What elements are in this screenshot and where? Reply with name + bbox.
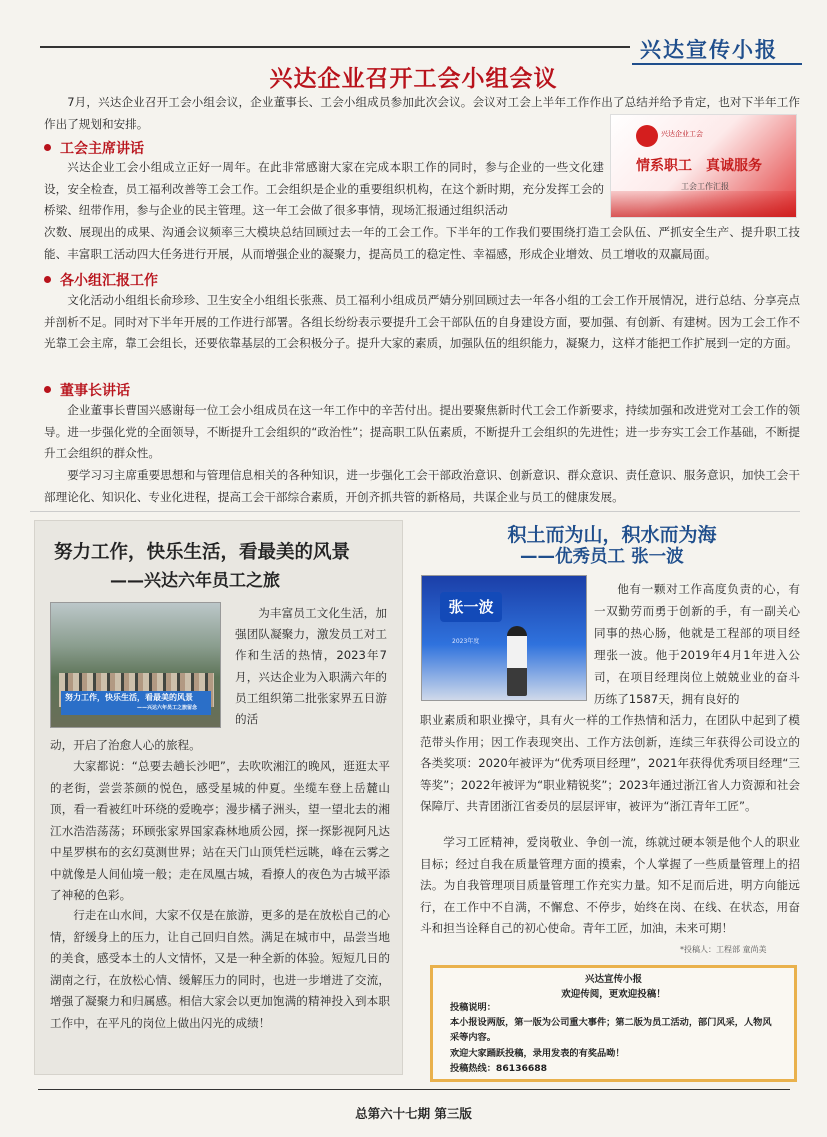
union-banner-image (610, 114, 797, 218)
travel-paragraph-1-tail: 动，开启了治愈人心的旅程。 (50, 738, 201, 752)
section-group-reports-text: 文化活动小组组长俞珍珍、卫生安全小组组长张燕、员工福利小组成员严婧分别回顾过去一年各小组的工会工作开展情况，进行总结、分享亮点并剖析不足。同时对下半年开展的工作进行部署。各组长纷纷表示要提升工会干部队伍的自身建设方面，要加强、有创新、有建树。因为工会工作不光靠工会主席，靠工会组长，还要依靠基层的工会积极分子。提升大家的素质，加强队伍的组织能力，凝聚力，这样才能把工作扩展到一定的方面。 (44, 293, 800, 350)
bottom-rule (38, 1089, 790, 1090)
top-rule (40, 46, 630, 48)
bullet-icon (44, 276, 51, 283)
section-heading-chairman-union: 工会主席讲话 (44, 138, 144, 158)
section-heading-group-reports: 各小组汇报工作 (44, 270, 158, 290)
page-footer: 总第六十七期 第三版 (355, 1106, 472, 1121)
profile-paragraph-1-narrow: 他有一颗对工作高度负责的心，有一双勤劳而勇于创新的手，有一副关心同事的热心肠，他就是工程部的项目经理张一波。他于2019年4月1年进入公司，在项目经理岗位上兢兢业业的奋斗历练了1587天，拥有良好的 (594, 582, 800, 706)
submission-label: 投稿说明： (450, 1002, 496, 1013)
section-chairman-text: 企业董事长曹国兴感谢每一位工会小组成员在这一年工作中的辛苦付出。提出要聚焦新时代工会工作新要求，持续加强和改进党对工会工作的领导。进一步强化党的全面领导，不断提升工会组织的“政治性”；提高职工队伍素质，不断提升工会组织的先进性；进一步夯实工会工作基础，不断提升工会组织的群众性。 (44, 403, 800, 460)
section-divider (30, 511, 800, 512)
profile-paragraph-1-tail: 职业素质和职业操守，具有火一样的工作热情和活力，在团队中起到了模范带头作用；因工作表现突出、工作方法创新，连续三年获得公司设立的各类奖项：2020年被评为“优秀项目经理”，2021年获得优秀项目经理“三等奖”；2022年被评为“职业精锐奖”；2023年通过浙江省人力资源和社会保障厅、共青团浙江省委员的层层评审，被评为“浙江青年工匠”。 (420, 713, 800, 813)
banner-caption: 工会工作汇报 (681, 182, 729, 191)
travel-group-photo (50, 602, 221, 728)
speaker-figure (507, 626, 527, 696)
travel-subtitle: ——兴达六年员工之旅 (110, 571, 280, 591)
banner-slogan: 情系职工 真诚服务 (636, 158, 762, 174)
section-union-text-a: 兴达企业工会小组成立正好一周年。在此非常感谢大家在完成本职工作的同时，参与企业的一些文化建设，安全检查，员工福利改善等工会工作。工会组织是企业的重要组织机构，在这个新时期，充分发挥工会的桥梁、纽带作用，参与企业的民主管理。这一年工会做了很多事情，现场汇报通过组织活动 (44, 160, 604, 217)
profile-footnote: *投稿人：工程部 童尚美 (680, 945, 767, 954)
travel-title: 努力工作，快乐生活，看最美的风景 (53, 542, 350, 563)
section-heading-chairman: 董事长讲话 (44, 380, 130, 400)
submission-line-2: 欢迎大家踊跃投稿，录用发表的有奖品呦！ (450, 1048, 625, 1059)
submission-welcome: 欢迎传阅，更欢迎投稿！ (561, 989, 666, 1000)
travel-paragraph-1-narrow: 为丰富员工文化生活，加强团队凝聚力，激发员工对工作和生活的热情，2023年7月，兴达企业为入职满六年的员工组织第二批张家界五日游的活 (235, 606, 387, 727)
travel-paragraph-2: 大家都说：“总要去趟长沙吧”，去吹吹湘江的晚风，逛逛太平的老街，尝尝茶颜的悦色，感受星城的仲夏。坐缆车登上岳麓山顶，看一看被红叶环绕的爱晚亭；漫步橘子洲头，望一望北去的湘江水浩浩荡荡；环顾张家界国家森林地质公园，探一探影视阿凡达中星罗棋布的玄幻莫测世界；站在天门山顶凭栏远眺，峰在云雾之中就像是人间仙境一般；走在凤凰古城，看撩人的夜色为古城平添了神秘的色彩。 (50, 759, 390, 902)
stage-name-panel: 张一波 (440, 592, 502, 622)
bullet-icon (44, 144, 51, 151)
union-logo-icon (636, 125, 658, 147)
skyline-decoration (611, 191, 797, 217)
bullet-icon (44, 386, 51, 393)
stage-year: 2023年度 (452, 638, 480, 645)
masthead-title: 兴达宣传小报 (640, 38, 778, 62)
section-chairman-text2: 要学习习主席重要思想和与管理信息相关的各种知识，进一步强化工会干部政治意识、创新意识、群众意识、责任意识、服务意识，加快工会干部理论化、知识化、专业化进程，提高工会干部综合素质，开创齐抓共管的新格局，共谋企业与员工的健康发展。 (44, 468, 800, 504)
submission-title: 兴达宣传小报 (584, 974, 642, 985)
headline: 兴达企业召开工会小组会议 (269, 66, 558, 92)
photo-banner: 努力工作，快乐生活，看最美的风景 ——兴达六年员工之旅留念 (61, 691, 211, 715)
intro-paragraph: 7月，兴达企业召开工会小组会议，企业董事长、工会小组成员参加此次会议。会议对工会上半年工作作出了总结并给予肯定，也对下半年工作作出了规划和安排。 (44, 95, 800, 131)
profile-photo (421, 575, 587, 701)
profile-title: 积土而为山，积水而为海 (507, 524, 717, 546)
submission-hotline: 投稿热线：86136688 (450, 1063, 548, 1074)
travel-paragraph-3: 行走在山水间，大家不仅是在旅游，更多的是在放松自己的心情，舒缓身上的压力，让自己回归自然。满足在城市中，品尝当地的美食，感受本土的人文情怀，又是一种全新的体验。短短几日的湖南之行，在放松心情、缓解压力的同时，也进一步增进了交流，增强了凝聚力和归属感。相信大家会以更加饱满的精神投入到本职工作中，在平凡的岗位上做出闪光的成绩！ (50, 908, 390, 1030)
banner-tag: 兴达企业工会 (661, 130, 703, 138)
section-union-text-b: 次数、展现出的成果、沟通会议频率三大模块总结回顾过去一年的工会工作。下半年的工作我们要围绕打造工会队伍、严抓安全生产、提升职工技能、丰富职工活动四大任务进行开展，从而增强企业的凝聚力，提高员工的稳定性、幸福感，形成企业增效、员工增收的双赢局面。 (44, 225, 800, 261)
submission-line-1: 本小报设两版，第一版为公司重大事件；第二版为员工活动，部门风采，人物风采等内容。 (450, 1017, 772, 1043)
profile-subtitle: ——优秀员工 张一波 (520, 547, 684, 567)
profile-paragraph-2: 学习工匠精神，爱岗敬业、争创一流，练就过硬本领是他个人的职业目标；经过自我在质量管理方面的摸索，个人掌握了一些质量管理上的招法。为自我管理项目质量管理工作充实力量。知不足而后进，明方向能远行，在工作中不自满，不懈怠、不停步，始终在岗、在线、在状态，用奋斗和担当诠释自己的初心使命。青年工匠，加油，未来可期！ (420, 835, 800, 935)
